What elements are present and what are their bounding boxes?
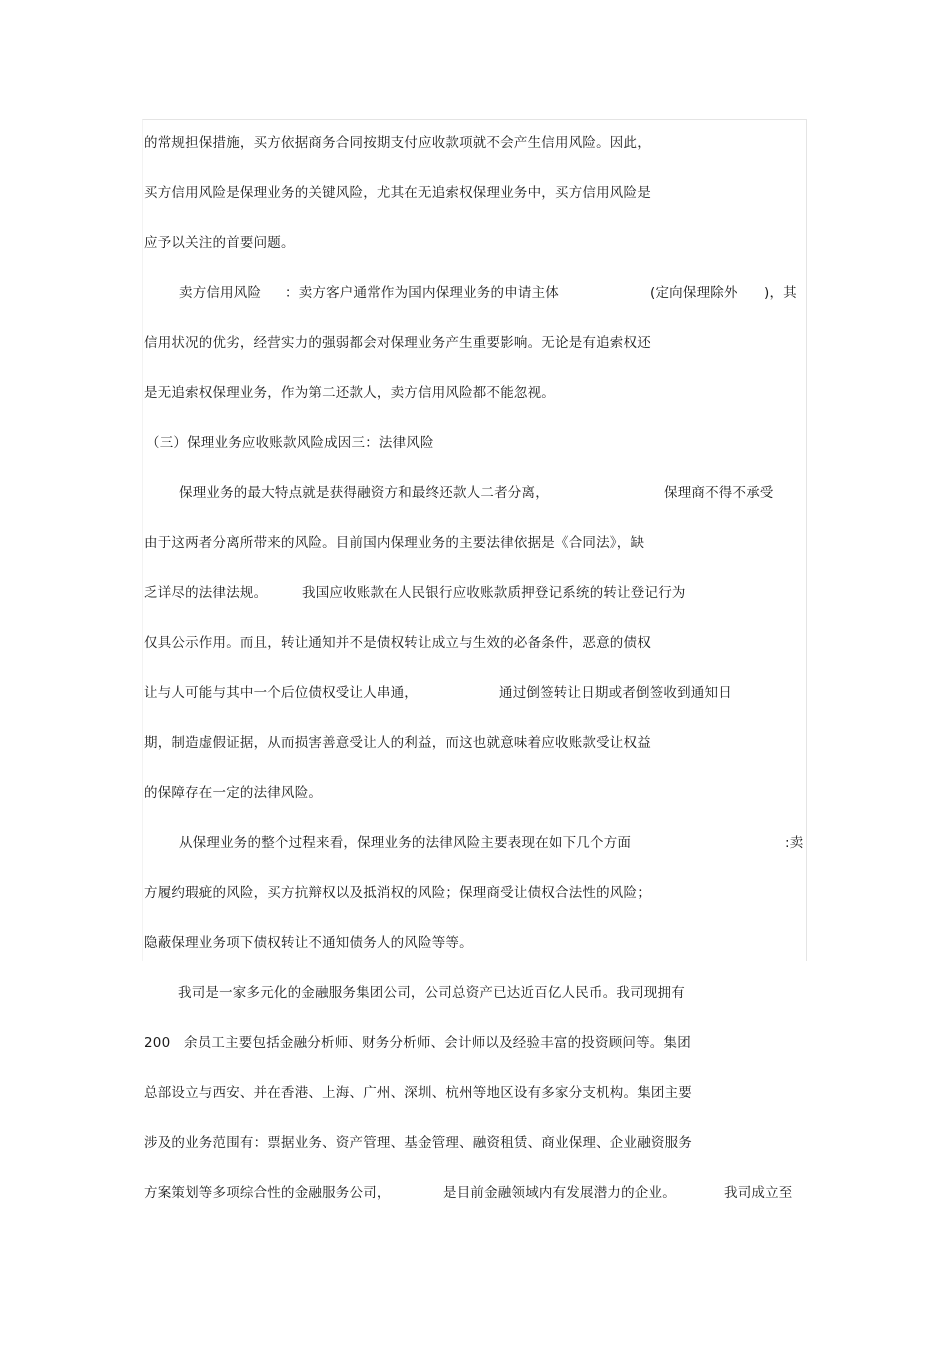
text-segment: 保理商不得不承受 bbox=[664, 485, 774, 501]
text-line: 买方信用风险是保理业务的关键风险，尤其在无追索权保理业务中，买方信用风险是 bbox=[144, 185, 651, 201]
text-segment: 我司成立至 bbox=[724, 1185, 793, 1201]
text-segment: 让与人可能与其中一个后位债权受让人串通， bbox=[144, 685, 418, 701]
text-segment: )，其 bbox=[764, 285, 797, 301]
text-segment: 方案策划等多项综合性的金融服务公司， bbox=[144, 1185, 391, 1201]
text-line: 的常规担保措施，买方依据商务合同按期支付应收款项就不会产生信用风险。因此， bbox=[144, 135, 651, 151]
text-segment: 卖方信用风险 bbox=[179, 285, 262, 301]
company-intro-line: 我司是一家多元化的金融服务集团公司，公司总资产已达近百亿人民币。我司现拥有 bbox=[178, 985, 685, 1001]
text-line: 总部设立与西安、并在香港、上海、广州、深圳、杭州等地区设有多家分支机构。集团主要 bbox=[144, 1085, 692, 1101]
text-line: 的保障存在一定的法律风险。 bbox=[144, 785, 323, 801]
text-line: 仅具公示作用。而且，转让通知并不是债权转让成立与生效的必备条件，恶意的债权 bbox=[144, 635, 651, 651]
text-line: 涉及的业务范围有：票据业务、资产管理、基金管理、融资租赁、商业保理、企业融资服务 bbox=[144, 1135, 692, 1151]
text-segment: 通过倒签转让日期或者倒签收到通知日 bbox=[499, 685, 732, 701]
text-segment: 200 bbox=[144, 1035, 171, 1051]
text-segment: ：卖方客户通常作为国内保理业务的申请主体 bbox=[285, 285, 559, 301]
text-line: 隐蔽保理业务项下债权转让不通知债务人的风险等等。 bbox=[144, 935, 473, 951]
text-line: 期，制造虚假证据，从而损害善意受让人的利益，而这也就意味着应收账款受让权益 bbox=[144, 735, 651, 751]
text-line: 方履约瑕疵的风险，买方抗辩权以及抵消权的风险；保理商受让债权合法性的风险； bbox=[144, 885, 651, 901]
text-line: 由于这两者分离所带来的风险。目前国内保理业务的主要法律依据是《合同法》，缺 bbox=[144, 535, 645, 551]
text-segment: (定向保理除外 bbox=[650, 285, 738, 301]
text-segment: 余员工主要包括金融分析师、财务分析师、会计师以及经验丰富的投资顾问等。集团 bbox=[184, 1035, 691, 1051]
text-line: 信用状况的优劣，经营实力的强弱都会对保理业务产生重要影响。无论是有追索权还 bbox=[144, 335, 651, 351]
text-segment: 是目前金融领域内有发展潜力的企业。 bbox=[443, 1185, 676, 1201]
text-segment: 从保理业务的整个过程来看，保理业务的法律风险主要表现在如下几个方面 bbox=[179, 835, 632, 851]
text-line: 是无追索权保理业务，作为第二还款人，卖方信用风险都不能忽视。 bbox=[144, 385, 555, 401]
text-segment: :卖 bbox=[785, 835, 804, 851]
text-line: 应予以关注的首要问题。 bbox=[144, 235, 295, 251]
text-segment: 保理业务的最大特点就是获得融资方和最终还款人二者分离， bbox=[179, 485, 549, 501]
text-segment: 乏详尽的法律法规。 bbox=[144, 585, 268, 601]
section-heading: （三）保理业务应收账款风险成因三：法律风险 bbox=[146, 435, 434, 451]
text-segment: 我国应收账款在人民银行应收账款质押登记系统的转让登记行为 bbox=[302, 585, 686, 601]
